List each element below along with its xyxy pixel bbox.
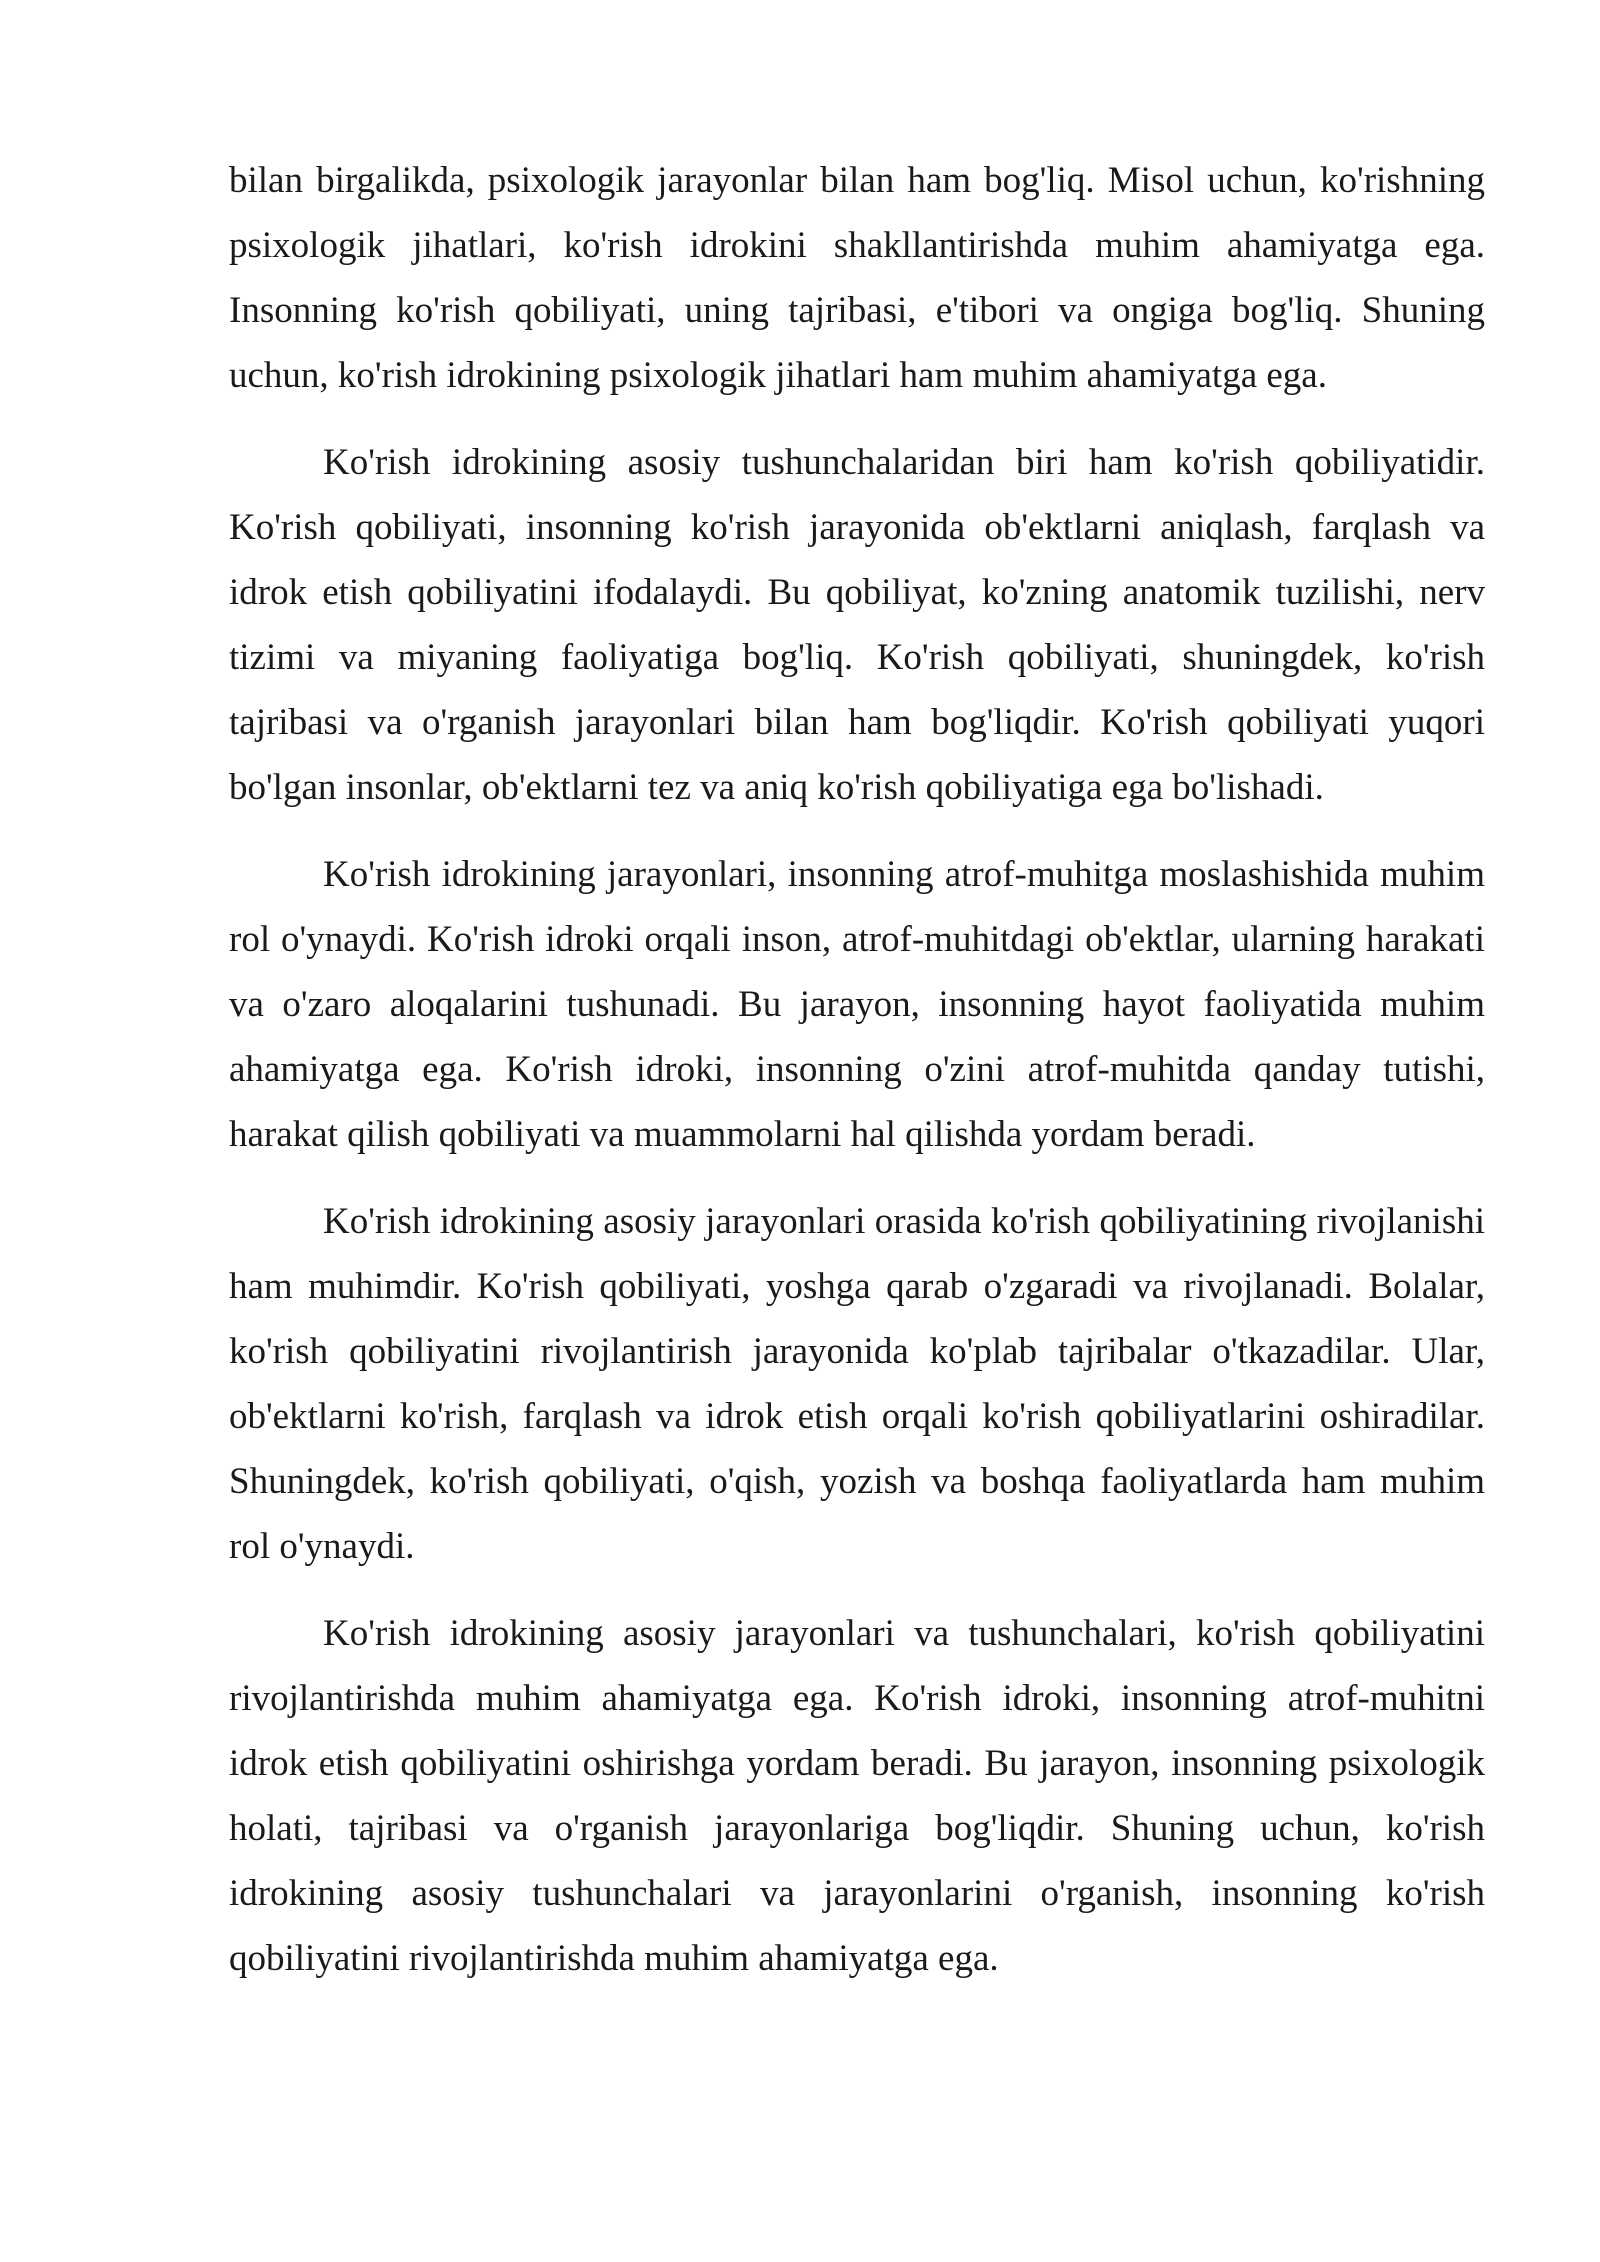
paragraph-continued: bilan birgalikda, psixologik jarayonlar bilan ham bog'liq. Misol uchun, ko'rishning psixologik jihatlari, ko'rish idrokini shakllantirishda muhim ahamiyatga ega. Insonning ko'rish qobiliyati, uning tajribasi, e'tibori va ongiga bog'liq. Shuning uchun, ko'rish idrokining psixologik jihatlari ham muhim ahamiyatga ega. (229, 160, 1485, 396)
paragraph: Ko'rish idrokining asosiy tushunchalaridan biri ham ko'rish qobiliyatidir. Ko'rish qobiliyati, insonning ko'rish jarayonida ob'ektlarni aniqlash, farqlash va idrok etish qobiliyatini ifodalaydi. Bu qobiliyat, ko'zning anatomik tuzilishi, nerv tizimi va miyaning faoliyatiga bog'liq. Ko'rish qobiliyati, shuningdek, ko'rish tajribasi va o'rganish jarayonlari bilan ham bog'liqdir. Ko'rish qobiliyati yuqori bo'lgan insonlar, ob'ektlarni tez va aniq ko'rish qobiliyatiga ega bo'lishadi. (229, 442, 1485, 808)
paragraph: Ko'rish idrokining asosiy jarayonlari va tushunchalari, ko'rish qobiliyatini rivojlantirishda muhim ahamiyatga ega. Ko'rish idroki, insonning atrof-muhitni idrok etish qobiliyatini oshirishga yordam beradi. Bu jarayon, insonning psixologik holati, tajribasi va o'rganish jarayonlariga bog'liqdir. Shuning uchun, ko'rish idrokining asosiy tushunchalari va jarayonlarini o'rganish, insonning ko'rish qobiliyatini rivojlantirishda muhim ahamiyatga ega. (229, 1613, 1485, 1979)
paragraph: Ko'rish idrokining asosiy jarayonlari orasida ko'rish qobiliyatining rivojlanishi ham muhimdir. Ko'rish qobiliyati, yoshga qarab o'zgaradi va rivojlanadi. Bolalar, ko'rish qobiliyatini rivojlantirish jarayonida ko'plab tajribalar o'tkazadilar. Ular, ob'ektlarni ko'rish, farqlash va idrok etish orqali ko'rish qobiliyatlarini oshiradilar. Shuningdek, ko'rish qobiliyati, o'qish, yozish va boshqa faoliyatlarda ham muhim rol o'ynaydi. (229, 1201, 1485, 1567)
document-body (229, 148, 1485, 2013)
paragraph: Ko'rish idrokining jarayonlari, insonning atrof-muhitga moslashishida muhim rol o'ynaydi. Ko'rish idroki orqali inson, atrof-muhitdagi ob'ektlar, ularning harakati va o'zaro aloqalarini tushunadi. Bu jarayon, insonning hayot faoliyatida muhim ahamiyatga ega. Ko'rish idroki, insonning o'zini atrof-muhitda qanday tutishi, harakat qilish qobiliyati va muammolarni hal qilishda yordam beradi. (229, 854, 1485, 1155)
